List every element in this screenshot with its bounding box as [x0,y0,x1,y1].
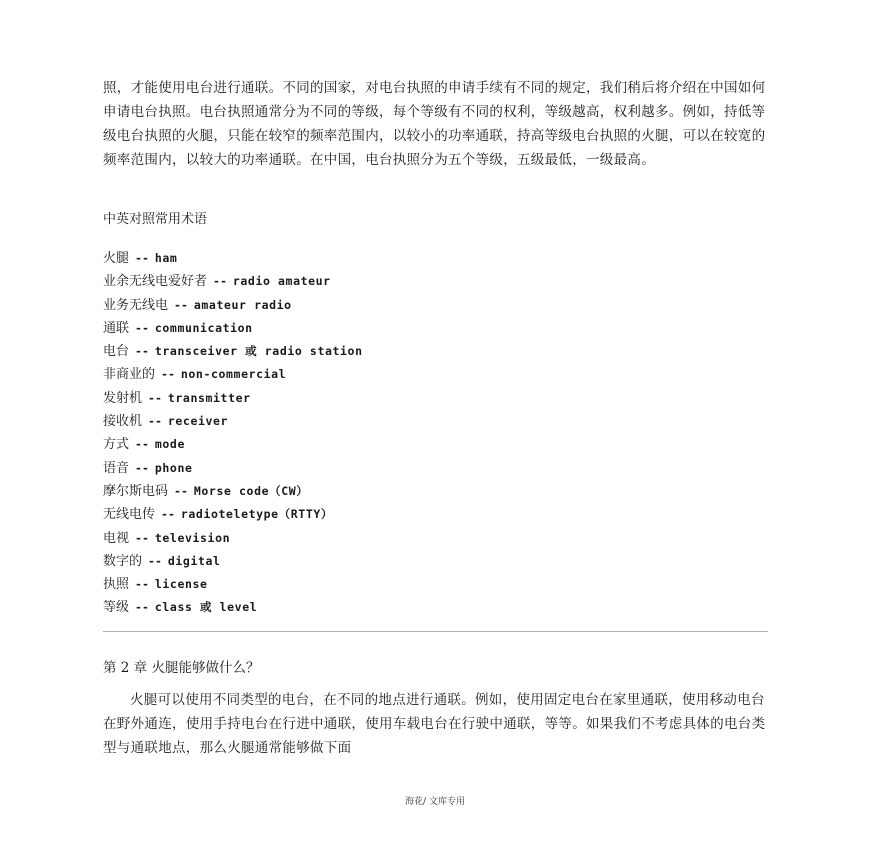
term-english: transmitter [167,390,251,405]
term-separator: -- [135,320,149,335]
glossary-heading: 中英对照常用术语 [103,212,208,227]
term-english: class 或 level [154,600,258,615]
term-english: amateur radio [193,297,292,312]
glossary-term [103,551,363,574]
term-separator: -- [174,297,188,312]
term-separator: -- [135,600,149,615]
term-chinese: 数字的 [103,553,143,569]
glossary-term [103,597,363,620]
glossary-term [103,271,363,294]
term-chinese: 接收机 [103,414,143,430]
glossary-term [103,458,363,481]
term-separator: -- [161,367,175,382]
term-separator: -- [174,483,188,498]
section-divider [103,631,768,632]
glossary-term [103,388,363,411]
glossary-term [103,318,363,341]
page-footer: 海花/ 文库专用 [405,797,465,807]
term-separator: -- [135,460,149,475]
term-separator: -- [135,530,149,545]
term-separator: -- [148,414,162,429]
term-separator: -- [213,274,227,289]
term-english: non-commercial [180,367,287,382]
glossary-term [103,341,363,364]
term-separator: -- [135,577,149,592]
term-chinese: 执照 [103,577,130,593]
term-chinese: 等级 [103,600,130,616]
intro-text: 照，才能使用电台进行通联。不同的国家，对电台执照的申请手续有不同的规定，我们稍后将介绍在中国如何申请电台执照。电台执照通常分为不同的等级，每个等级有不同的权利，等级越高，权利越多。例如，持低等级电台执照的火腿，只能在较窄的频率范围内，以较小的功率通联，持高等级电台执照的火腿，可以在较宽的频率范围内，以较大的功率通联。在中国，电台执照分为五个等级，五级最低，一级最高。 [103,80,766,168]
term-separator: -- [148,390,162,405]
term-separator: -- [135,437,149,452]
term-chinese: 非商业的 [103,367,156,383]
term-chinese: 发射机 [103,390,143,406]
term-chinese: 摩尔斯电码 [103,483,169,499]
term-chinese: 业务无线电 [103,297,169,313]
glossary-term-list [103,248,363,621]
term-english: receiver [167,414,229,429]
term-chinese: 电视 [103,530,130,546]
term-chinese: 方式 [103,437,130,453]
glossary-term [103,481,363,504]
glossary-term [103,295,363,318]
term-english: digital [167,553,221,568]
term-english: radioteletype（RTTY） [180,507,333,522]
term-english: communication [154,320,253,335]
term-chinese: 通联 [103,320,130,336]
term-english: television [154,530,231,545]
glossary-term [103,434,363,457]
term-separator: -- [135,344,149,359]
chapter-title: 第 2 章 火腿能够做什么？ [103,660,260,676]
term-english: license [154,577,208,592]
term-chinese: 电台 [103,344,130,360]
term-english: transceiver 或 radio station [154,344,363,359]
term-chinese: 语音 [103,460,130,476]
glossary-term [103,364,363,387]
term-english: radio amateur [232,274,331,289]
term-english: ham [154,251,178,265]
term-english: Morse code（CW） [193,483,309,498]
glossary-term [103,574,363,597]
glossary-term [103,248,363,271]
term-separator: -- [161,507,175,522]
intro-paragraph [103,76,771,172]
term-english: phone [154,460,193,475]
glossary-term [103,528,363,551]
chapter-body [103,688,771,760]
term-chinese: 无线电传 [103,507,156,523]
chapter-body-text: 火腿可以使用不同类型的电台，在不同的地点进行通联。例如，使用固定电台在家里通联，使用移动电台在野外通连，使用手持电台在行进中通联，使用车载电台在行驶中通联，等等。如果我们不考虑具体的电台类型与通联地点，那么火腿通常能够做下面 [103,692,766,756]
glossary-term [103,411,363,434]
term-separator: -- [148,553,162,568]
term-chinese: 火腿 [103,251,130,266]
term-separator: -- [135,251,149,265]
term-english: mode [154,437,185,452]
glossary-term [103,504,363,527]
term-chinese: 业余无线电爱好者 [103,274,208,290]
